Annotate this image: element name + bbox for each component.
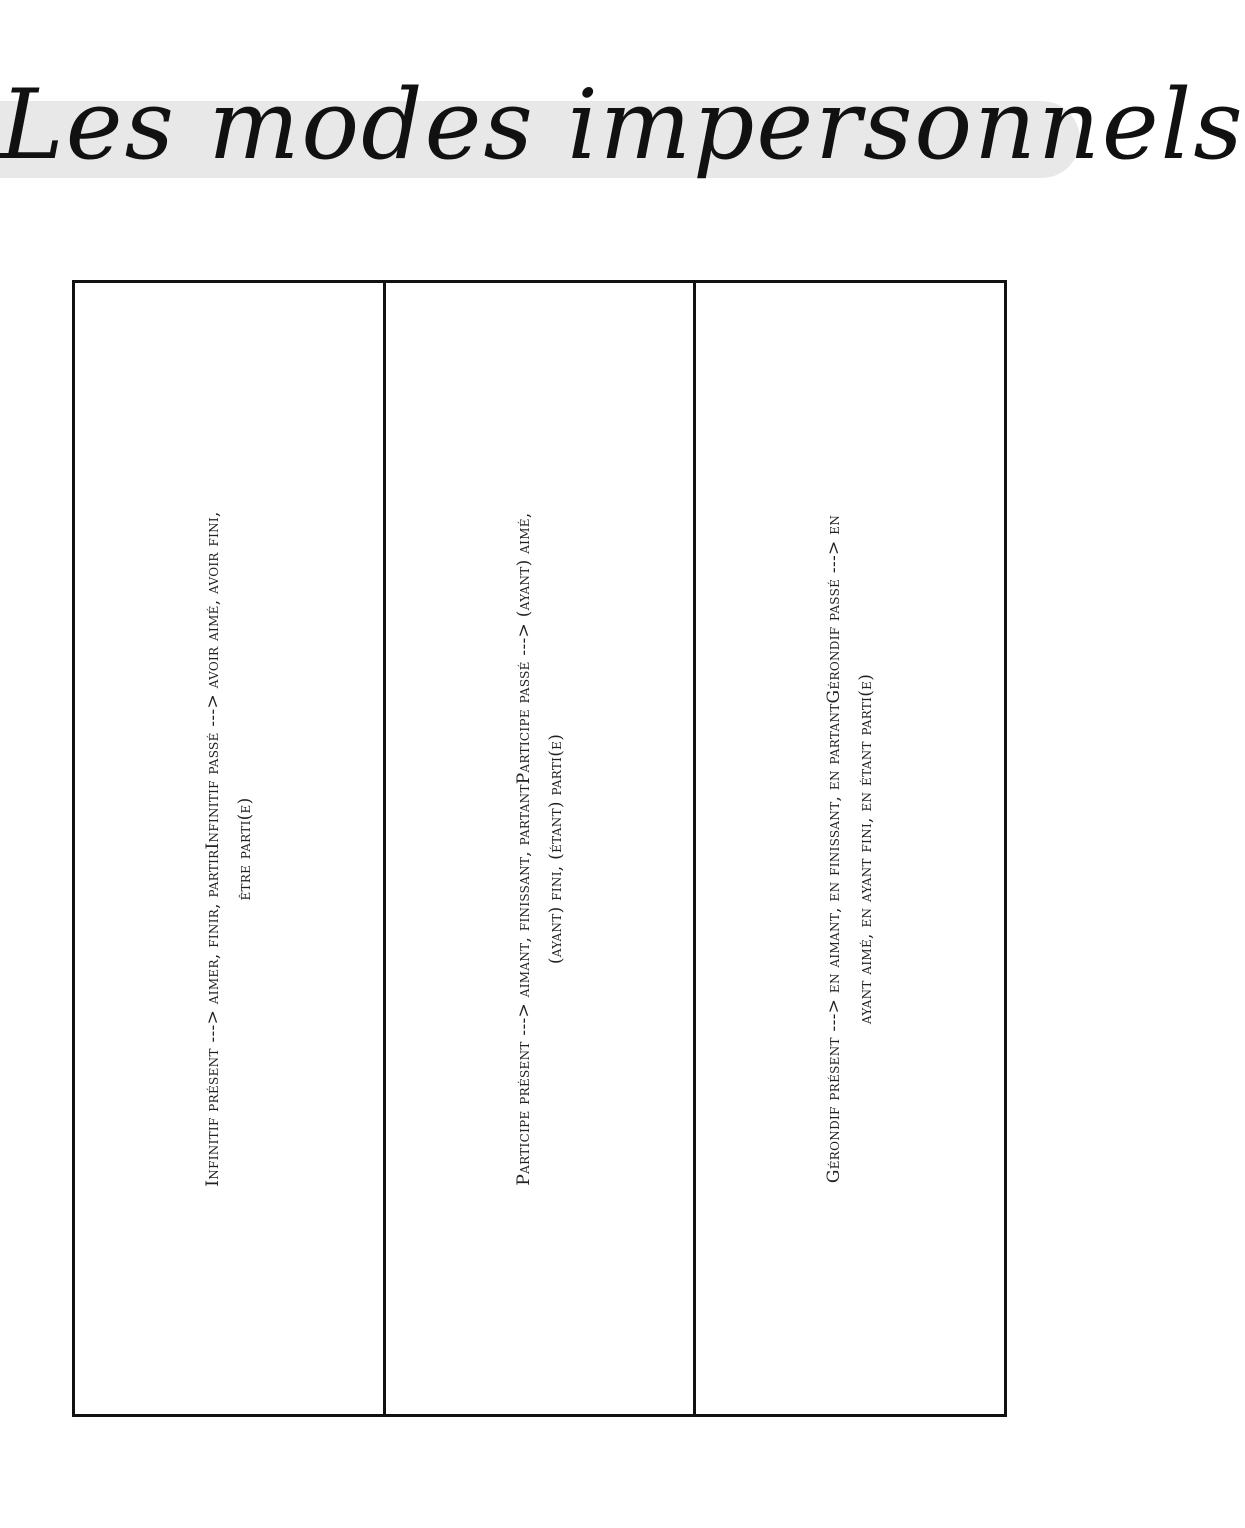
column-line-2: (ayant) fini, (étant) parti(e) — [545, 733, 566, 964]
modes-table — [72, 280, 1007, 1417]
column-infinitif — [75, 283, 383, 1414]
column-line-1: Participe présent ---> aimant, finissant, partantParticipe passé ---> (ayant) aimé, — [513, 511, 534, 1186]
page-title: Les modes impersonnels — [0, 69, 1245, 181]
column-line-1: Infinitif présent ---> aimer, finir, partirInfinitif passé ---> avoir aimé, avoir fini, — [202, 510, 223, 1187]
column-text — [197, 334, 261, 1364]
column-participe — [383, 283, 694, 1414]
column-line-2: être parti(e) — [234, 796, 255, 901]
column-line-2: ayant aimé, en ayant fini, en étant parti(e) — [856, 673, 877, 1024]
column-text — [818, 334, 882, 1364]
column-line-1: Gérondif présent ---> en aimant, en finissant, en partantGérondif passé ---> en — [824, 514, 845, 1183]
column-text — [508, 334, 572, 1364]
column-gerondif — [693, 283, 1004, 1414]
